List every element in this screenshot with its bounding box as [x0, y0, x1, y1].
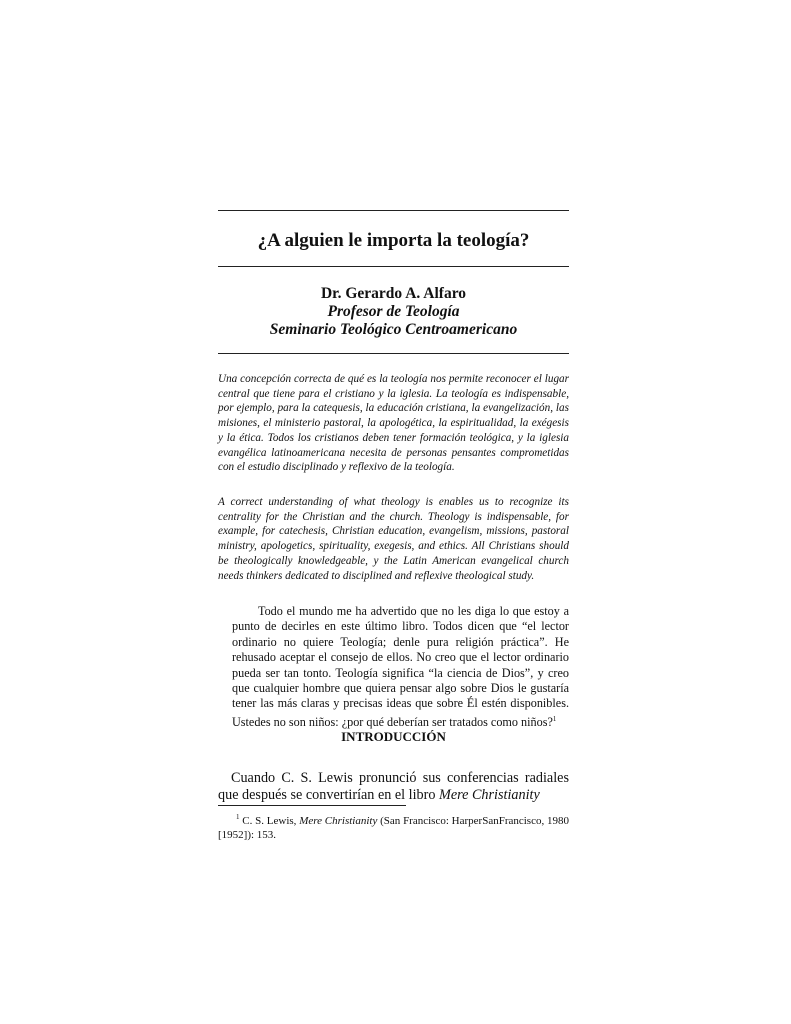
author-position: Profesor de Teología: [327, 303, 460, 320]
footnote-author: C. S. Lewis,: [242, 815, 297, 827]
footnote-separator: [218, 805, 406, 806]
abstract-english: A correct understanding of what theology is enables us to recognize its centrality for the Christian and the church. Theology is indispensable, for example, for catechesis, Christian education, evangelism, missions, pastoral ministry, apologetics, spirituality, exegesis, and ethics. All Christians should be theologically knowledgeable, y the Latin American evangelical church needs thinkers dedicated to disciplined and reflexive theological study.: [218, 496, 569, 582]
epigraph-text: Todo el mundo me ha advertido que no les diga lo que estoy a punto de decirles en este último libro. Todos dicen que “el lector ordinario no quiere Teología; denle pura religión práctica”. He rehusado aceptar el consejo de ellos. No creo que el lector ordinario pueda ser tan tonto. Teología significa “la ciencia de Dios”, y creo que cualquier hombre que quiera pensar algo sobre Dios le gustaría tener las más claras y precisas ideas que sobre Él estén disponibles. Ustedes no son niños: ¿por qué deberían ser tratados como niños?: [232, 604, 569, 729]
author-bottom-rule: [218, 353, 569, 354]
page-title: ¿A alguien le importa la teología?: [257, 230, 530, 251]
body-paragraph: [218, 770, 569, 804]
footnote: [218, 810, 569, 842]
title-top-rule: [218, 210, 569, 211]
epigraph-quote: [232, 604, 569, 730]
footnote-book-title: Mere Christianity: [299, 815, 378, 827]
body-book-title: Mere Christianity: [439, 787, 540, 803]
author-institution: Seminario Teológico Centroamericano: [269, 321, 518, 338]
author-name: Dr. Gerardo A. Alfaro: [320, 285, 467, 302]
section-heading: INTRODUCCIÓN: [341, 729, 446, 744]
footnote-mark: 1: [236, 813, 240, 821]
abstract-spanish: Una concepción correcta de qué es la teología nos permite reconocer el lugar central que tiene para el cristiano y la iglesia. La teología es indispensable, por ejemplo, para la catequesis, la educación cristiana, la evangelización, las misiones, el ministerio pastoral, la apologética, la espiritualidad, la exégesis y la ética. Todos los cristianos deben tener formación teológica, y la iglesia evangélica latinoamericana necesita de personas pensantes comprometidas con el estudio disciplinado y reflexivo de la teología.: [218, 373, 569, 474]
footnote-reference[interactable]: 1: [552, 714, 557, 723]
body-text: Cuando C. S. Lewis pronunció sus conferencias radiales que después se convertirían en el libro: [218, 770, 569, 803]
footnote-citation: (San Francisco: HarperSanFrancisco, 1980 [1952]): 153.: [218, 815, 569, 841]
title-bottom-rule: [218, 266, 569, 267]
